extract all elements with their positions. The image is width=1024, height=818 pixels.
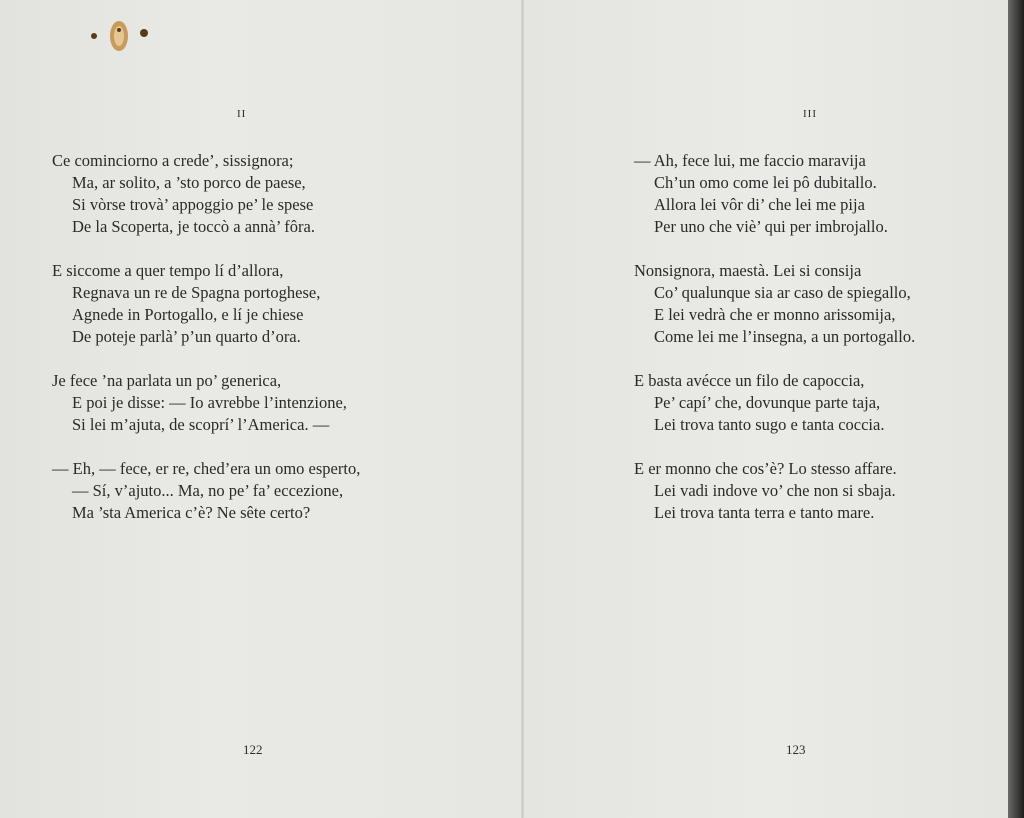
verse-line: — Sí, v’ajuto... Ma, no pe’ fa’ eccezione, [72, 481, 344, 500]
verse-line: De poteje parlà’ p’un quarto d’ora. [72, 327, 301, 346]
verse-line: Si lei m’ajuta, de scoprí’ l’America. — [72, 415, 330, 434]
verse-line: E er monno che cos’è? Lo stesso affare. [634, 459, 897, 478]
verse-line: Come lei me l’insegna, a un portogallo. [654, 327, 916, 346]
verse-line: Regnava un re de Spagna portoghese, [72, 283, 321, 302]
verse-line: E basta avécce un filo de capoccia, [634, 371, 865, 390]
verse-line: Lei vadi indove vo’ che non si sbaja. [654, 481, 896, 500]
verse-line: Si vòrse trovà’ appoggio pe’ le spese [72, 195, 314, 214]
verse-line: E siccome a quer tempo lí d’allora, [52, 261, 284, 280]
verse-line: — Eh, — fece, er re, ched’era un omo esperto, [52, 459, 361, 478]
verse-line: Ch’un omo come lei pô dubitallo. [654, 173, 877, 192]
verse-line: Lei trova tanto sugo e tanta coccia. [654, 415, 885, 434]
verse-line: Per uno che viè’ qui per imbrojallo. [654, 217, 888, 236]
stanza [52, 458, 360, 524]
stanza [52, 260, 360, 348]
page-number: 123 [786, 742, 806, 757]
section-numeral: III [803, 108, 817, 120]
section-numeral: II [237, 108, 247, 120]
verse-line: Lei trova tanta terra e tanto mare. [654, 503, 875, 522]
ink-stain-mark [86, 16, 162, 56]
poem-text [52, 150, 360, 546]
stanza [52, 370, 360, 436]
book-gutter [521, 0, 524, 818]
verse-line: Co’ qualunque sia ar caso de spiegallo, [654, 283, 911, 302]
scan-edge [1008, 0, 1024, 818]
verse-line: — Ah, fece lui, me faccio maravija [634, 151, 866, 170]
stanza [634, 370, 915, 436]
verse-line: Ma, ar solito, a ’sto porco de paese, [72, 173, 306, 192]
stanza [634, 458, 915, 524]
verse-line: Ce cominciorno a crede’, sissignora; [52, 151, 294, 170]
stanza [634, 150, 915, 238]
stanza [52, 150, 360, 238]
verse-line: Je fece ’na parlata un po’ generica, [52, 371, 282, 390]
verse-line: Allora lei vôr di’ che lei me pija [654, 195, 865, 214]
verse-line: Pe’ capí’ che, dovunque parte taja, [654, 393, 881, 412]
verse-line: Nonsignora, maestà. Lei si consija [634, 261, 862, 280]
verse-line: Agnede in Portogallo, e lí je chiese [72, 305, 304, 324]
right-page [522, 0, 1010, 818]
stanza [634, 260, 915, 348]
verse-line: De la Scoperta, je toccò a annà’ fôra. [72, 217, 315, 236]
verse-line: E lei vedrà che er monno arissomija, [654, 305, 896, 324]
verse-line: Ma ’sta America c’è? Ne sête certo? [72, 503, 311, 522]
page-number: 122 [243, 742, 263, 757]
poem-text [634, 150, 915, 546]
verse-line: E poi je disse: — Io avrebbe l’intenzione, [72, 393, 347, 412]
